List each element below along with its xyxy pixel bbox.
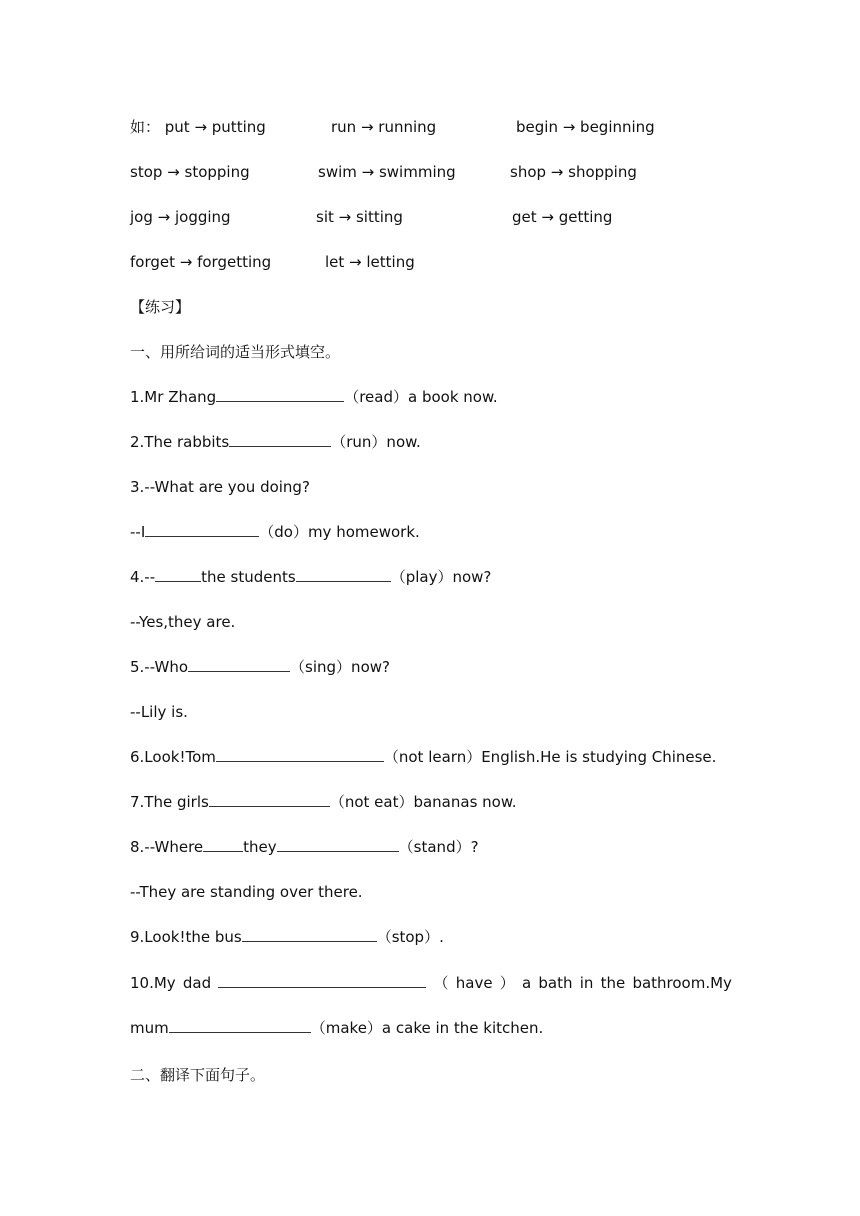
answer-blank[interactable] — [218, 973, 426, 988]
example-shop: shop → shopping — [510, 163, 637, 181]
example-let: let → letting — [325, 253, 415, 271]
question-5-answer: --Lily is. — [130, 703, 188, 721]
question-1: 1.Mr Zhang （read）a book now. — [130, 388, 498, 406]
question-10: 10.My dad （ have ） a bath in the bathroom.My — [130, 974, 732, 992]
section2-title: 二、翻译下面句子。 — [130, 1066, 266, 1084]
question-8-answer: --They are standing over there. — [130, 883, 363, 901]
example-begin: begin → beginning — [516, 118, 655, 136]
answer-blank[interactable] — [203, 837, 243, 852]
question-2: 2.The rabbits （run）now. — [130, 433, 421, 451]
question-4: 4.-- the students （play）now? — [130, 568, 492, 586]
question-4-answer: --Yes,they are. — [130, 613, 236, 631]
question-7: 7.The girls （not eat）bananas now. — [130, 793, 517, 811]
example-stop: stop → stopping — [130, 163, 250, 181]
question-3-answer: --I （do）my homework. — [130, 523, 420, 541]
answer-blank[interactable] — [216, 747, 384, 762]
example-run: run → running — [331, 118, 437, 136]
question-3: 3.--What are you doing? — [130, 478, 310, 496]
answer-blank[interactable] — [277, 837, 399, 852]
example-jog: jog → jogging — [130, 208, 231, 226]
practice-heading: 【练习】 — [130, 298, 191, 316]
answer-blank[interactable] — [169, 1018, 311, 1033]
question-5: 5.--Who （sing）now? — [130, 658, 390, 676]
example-get: get → getting — [512, 208, 613, 226]
answer-blank[interactable] — [155, 567, 201, 582]
example-swim: swim → swimming — [318, 163, 456, 181]
question-6: 6.Look!Tom （not learn）English.He is studying Chinese. — [130, 748, 717, 766]
question-10-continued: mum （make）a cake in the kitchen. — [130, 1019, 544, 1037]
answer-blank[interactable] — [296, 567, 391, 582]
answer-blank[interactable] — [242, 927, 377, 942]
answer-blank[interactable] — [216, 387, 344, 402]
answer-blank[interactable] — [145, 522, 259, 537]
section1-title: 一、用所给词的适当形式填空。 — [130, 343, 341, 361]
answer-blank[interactable] — [209, 792, 330, 807]
answer-blank[interactable] — [188, 657, 290, 672]
question-8: 8.--Where they （stand）? — [130, 838, 479, 856]
question-9: 9.Look!the bus （stop）. — [130, 928, 444, 946]
example-forget: forget → forgetting — [130, 253, 272, 271]
example-put: 如： put → putting — [130, 118, 266, 136]
example-sit: sit → sitting — [316, 208, 403, 226]
answer-blank[interactable] — [229, 432, 331, 447]
